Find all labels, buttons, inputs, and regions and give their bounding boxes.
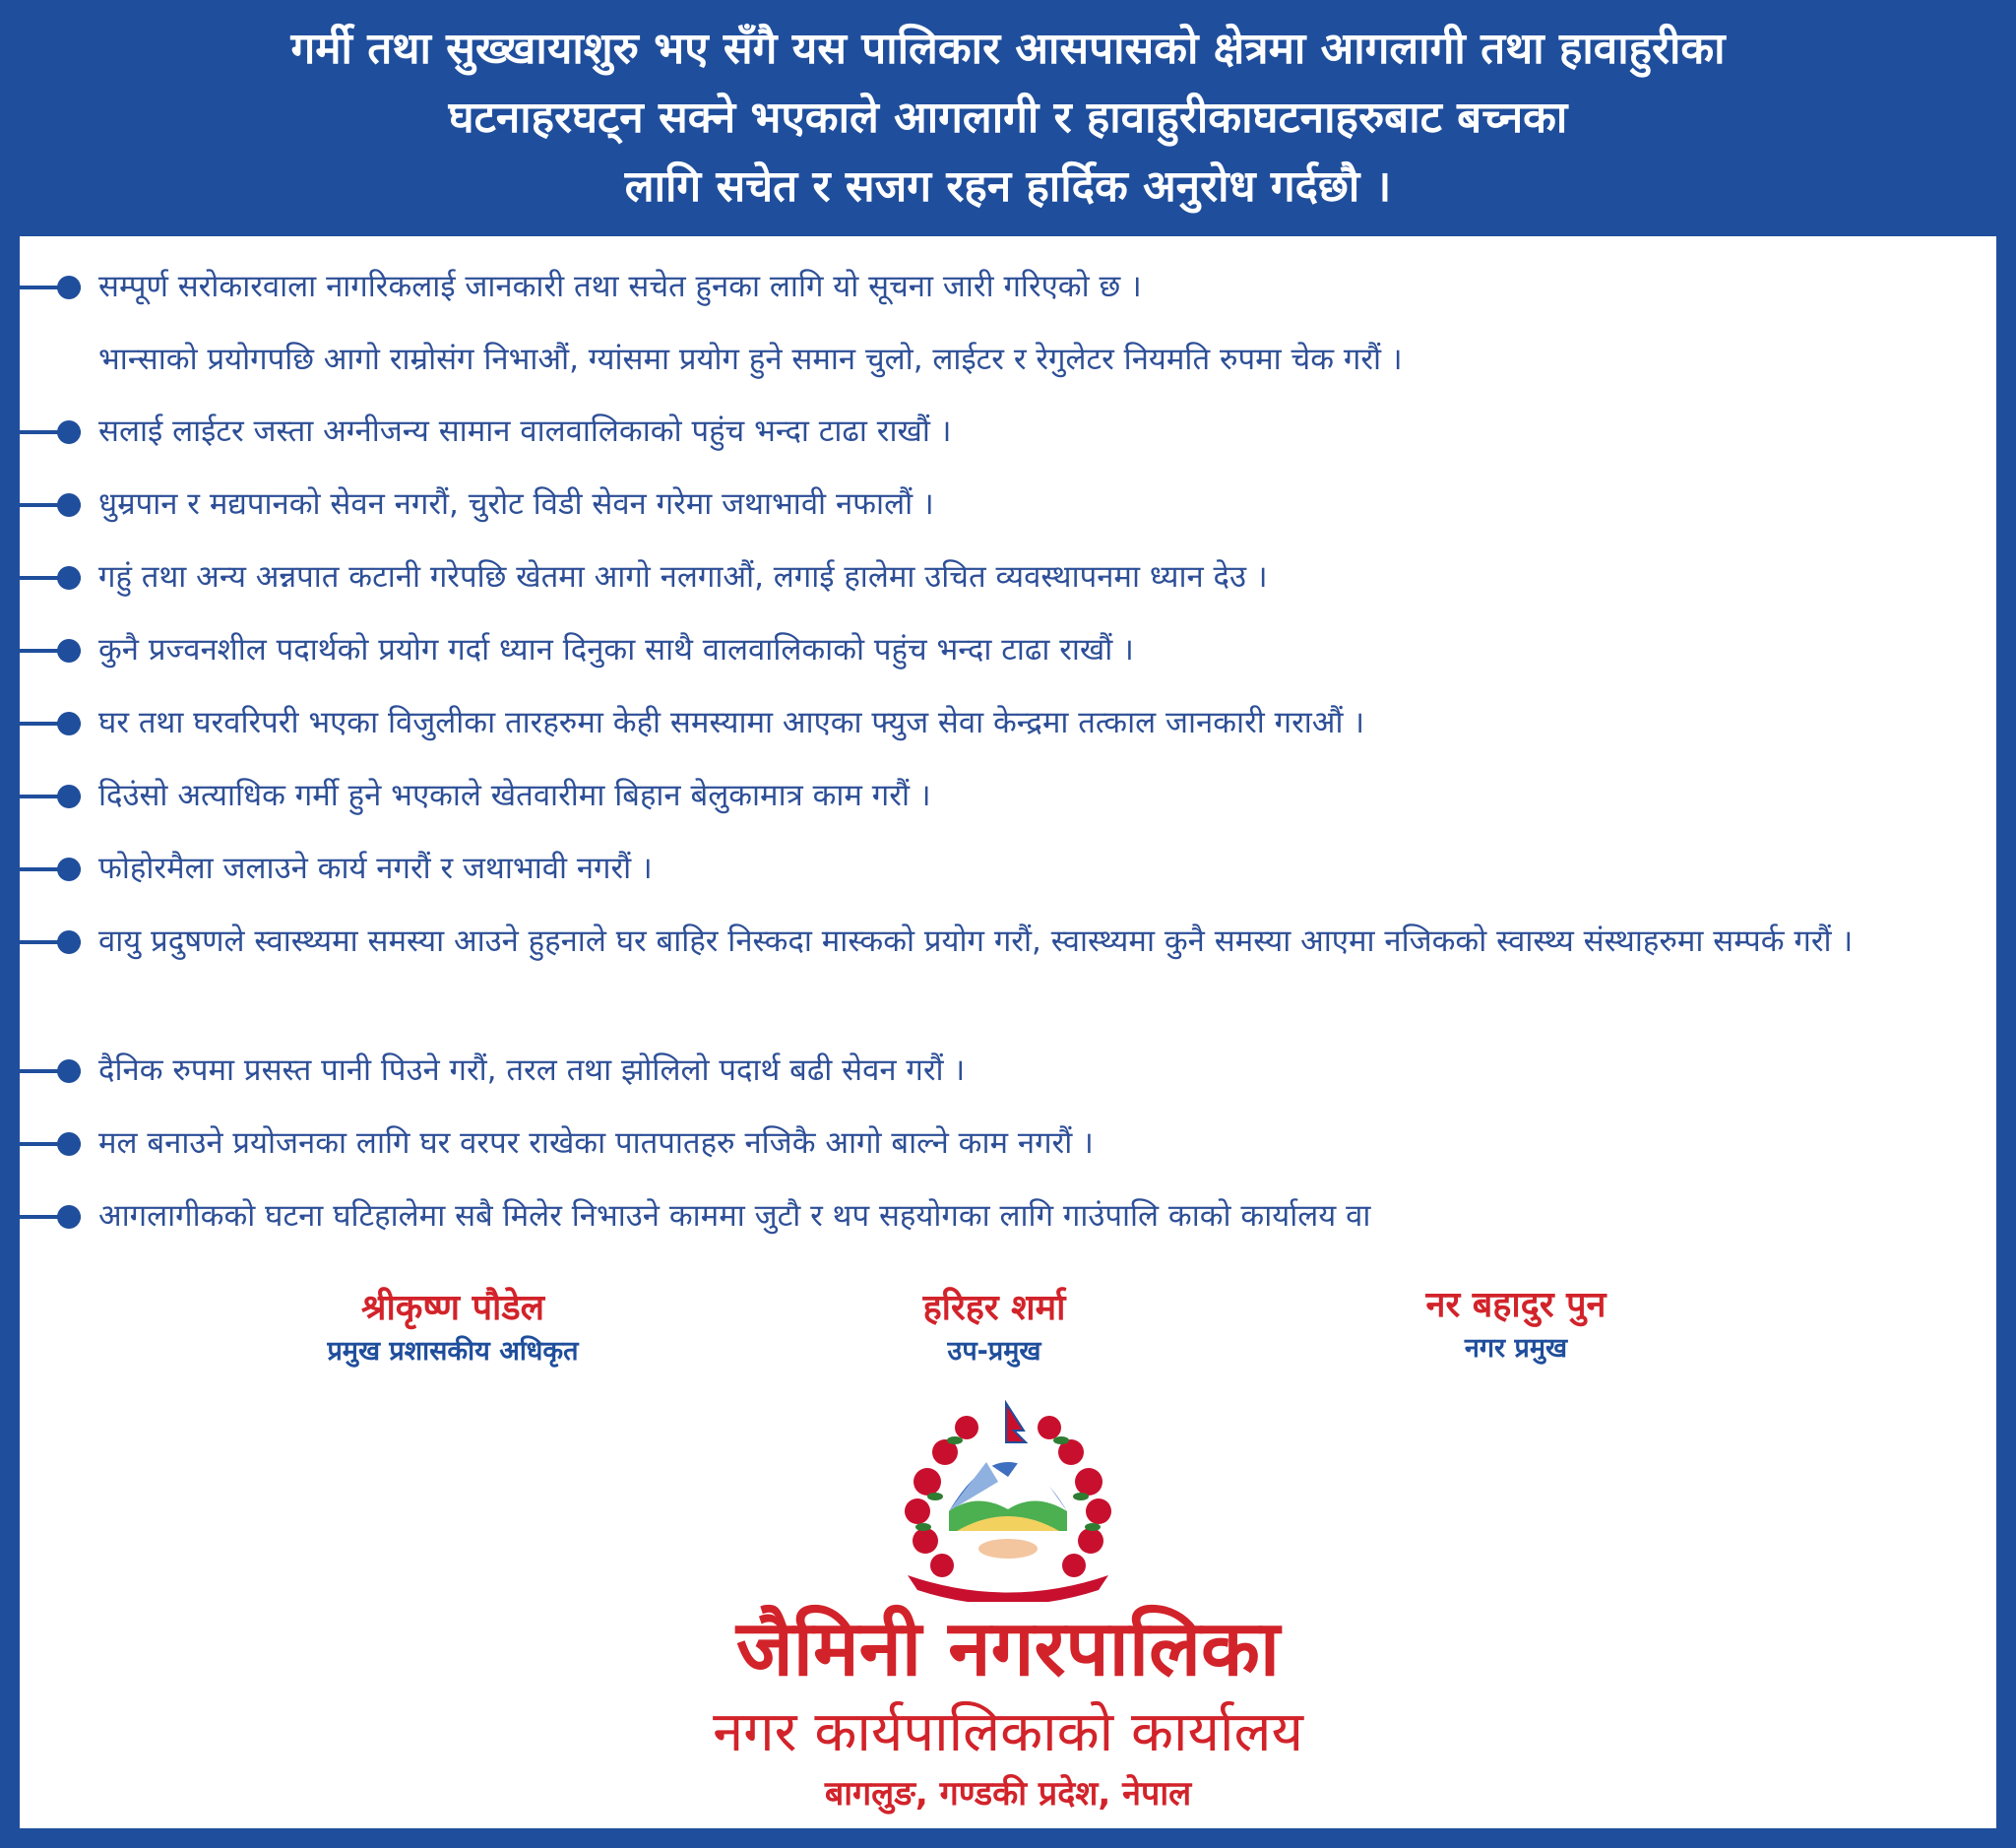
bullet-icon [20,503,81,507]
header-line: गर्मी तथा सुख्खायाशुरु भए सँगै यस पालिकार आसपासको क्षेत्रमा आगलागी तथा हावाहुरीका [290,24,1726,74]
bullet-icon [20,1069,81,1073]
bullet-icon [20,940,81,944]
bullet-icon [20,867,81,871]
organization-address: बागलुङ, गण्डकी प्रदेश, नेपाल [824,1774,1192,1814]
list-item-text: दैनिक रुपमा प्रसस्त पानी पिउने गरौं, तरल तथा झोलिलो पदार्थ बढी सेवन गरौं । [98,1052,966,1088]
list-item-text: सलाई लाईटर जस्ता अग्नीजन्य सामान वालवालिकाको पहुंच भन्दा टाढा राखौं । [98,414,952,449]
list-item-text: भान्साको प्रयोगपछि आगो राम्रोसंग निभाऔं, ग्यांसमा प्रयोग हुने समान चुलो, लाईटर र रेगुलेटर नियमति रुपमा चेक गरौं । [98,342,1403,377]
signatory-role: प्रमुख प्रशासकीय अधिकृत [327,1336,579,1367]
bullet-icon [20,722,81,726]
list-item-text: कुनै प्रज्वनशील पदार्थको प्रयोग गर्दा ध्यान दिनुका साथै वालवालिकाको पहुंच भन्दा टाढा राखौं । [98,632,1134,668]
notice-panel [20,236,1996,1828]
list-item-text: धुम्रपान र मद्यपानको सेवन नगरौं, चुरोट विडी सेवन गरेमा जथाभावी नफालौं । [98,486,934,522]
bullet-icon [20,576,81,580]
signatory-cao [197,1285,709,1371]
bullet-icon [20,649,81,653]
list-item-text: फोहोरमैला जलाउने कार्य नगरौं र जथाभावी नगरौं । [98,851,653,886]
list-item-text: मल बनाउने प्रयोजनका लागि घर वरपर राखेका पातपातहरु नजिकै आगो बाल्ने काम नगरौं । [98,1125,1094,1161]
signatory-deputy [768,1285,1221,1371]
bullet-icon [20,1142,81,1146]
list-item-text: आगलागीकको घटना घटिहालेमा सबै मिलेर निभाउने काममा जुटौ र थप सहयोगका लागि गाउंपालि काको कार्यालय वा [98,1198,1371,1234]
signatory-role: नगर प्रमुख [1464,1333,1568,1364]
signatory-role: उप-प्रमुख [947,1336,1041,1367]
header-line: लागि सचेत र सजग रहन हार्दिक अनुरोध गर्दछौ । [624,161,1392,212]
organization-name: जैमिनी नगरपालिका [735,1605,1281,1693]
organization-office: नगर कार्यपालिकाको कार्यालय [713,1700,1303,1764]
header-banner [0,0,2016,236]
list-item-text: घर तथा घरवरिपरी भएका विजुलीका तारहरुमा केही समस्यामा आएका फ्युज सेवा केन्द्रमा तत्काल जानकारी गराऔं । [98,705,1365,740]
signatory-name: हरिहर शर्मा [922,1288,1066,1328]
nepal-government-emblem-icon [888,1383,1128,1602]
signatory-name: श्रीकृष्ण पौडेल [360,1288,545,1328]
list-item-text: गहुं तथा अन्य अन्नपात कटानी गरेपछि खेतमा आगो नलगाऔं, लगाई हालेमा उचित व्यवस्थापनमा ध्यान देउ । [98,559,1268,595]
bullet-icon [20,430,81,434]
signatory-mayor [1290,1282,1742,1369]
list-item-text: सम्पूर्ण सरोकारवाला नागरिकलाई जानकारी तथा सचेत हुनका लागि यो सूचना जारी गरिएको छ । [98,269,1142,304]
list-item-text: दिउंसो अत्याधिक गर्मी हुने भएकाले खेतवारीमा बिहान बेलुकामात्र काम गरौं । [98,778,931,813]
header-line: घटनाहरघट्न सक्ने भएकाले आगलागी र हावाहुरीकाघटनाहरुबाट बच्नका [448,93,1568,143]
bullet-icon [20,1215,81,1219]
bullet-icon [20,795,81,798]
list-item-text: वायु प्रदुषणले स्वास्थ्यमा समस्या आउने हुहनाले घर बाहिर निस्कदा मास्कको प्रयोग गरौं, स्वास्थ्यमा कुनै समस्या आएमा नजिकको स्वास्थ्य संस्थाहरुमा सम्पर्क गरौं । [98,924,1854,959]
bullet-icon [20,286,81,289]
signatory-name: नर बहादुर पुन [1425,1285,1606,1325]
